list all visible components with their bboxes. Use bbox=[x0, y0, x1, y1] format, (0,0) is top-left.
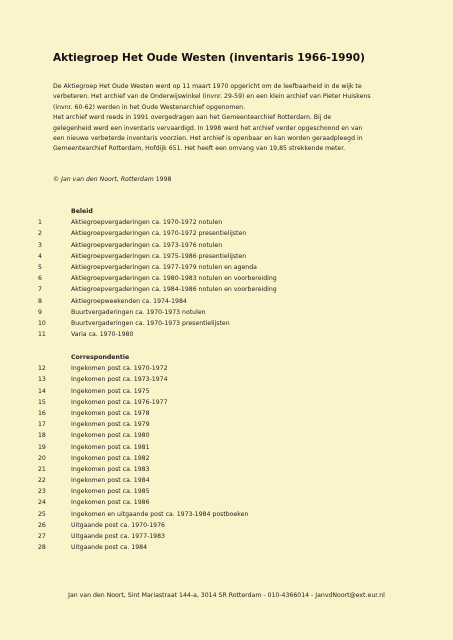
item-description: Ingekomen post ca. 1986 bbox=[71, 499, 150, 507]
item-number: 20 bbox=[38, 454, 46, 462]
copyright-credit bbox=[53, 176, 171, 183]
item-number: 4 bbox=[38, 252, 42, 260]
item-number: 9 bbox=[38, 308, 42, 316]
item-description: Ingekomen post ca. 1985 bbox=[71, 488, 150, 496]
section-correspondentie bbox=[38, 352, 418, 553]
inventory-item bbox=[38, 262, 418, 273]
inventory-item bbox=[38, 318, 418, 329]
item-number: 3 bbox=[38, 241, 42, 249]
item-number: 2 bbox=[38, 230, 42, 238]
item-description: Buurtvergaderingen ca. 1970-1973 presentielijsten bbox=[71, 319, 230, 327]
item-description: Ingekomen post ca. 1976-1977 bbox=[71, 398, 168, 406]
inventory-item bbox=[38, 240, 418, 251]
intro-line: verbeteren. Het archief van de Onderwijswinkel (invnr. 29-59) en een klein archief van Pieter Huiskens bbox=[53, 93, 371, 101]
item-number: 10 bbox=[38, 319, 46, 327]
item-description: Ingekomen post ca. 1983 bbox=[71, 465, 150, 473]
item-number: 18 bbox=[38, 432, 46, 440]
item-number: 15 bbox=[38, 398, 46, 406]
item-number: 12 bbox=[38, 365, 46, 373]
section-heading: Beleid bbox=[71, 208, 93, 215]
inventory-item bbox=[38, 228, 418, 239]
inventory-item bbox=[38, 497, 418, 508]
item-description: Ingekomen post ca. 1982 bbox=[71, 454, 150, 462]
inventory-item bbox=[38, 217, 418, 228]
inventory-item bbox=[38, 419, 418, 430]
item-description: Ingekomen en uitgaande post ca. 1973-1984 postboeken bbox=[71, 510, 249, 518]
inventory-item bbox=[38, 329, 418, 340]
inventory-item bbox=[38, 397, 418, 408]
inventory-item bbox=[38, 475, 418, 486]
item-description: Varia ca. 1970-1980 bbox=[71, 331, 134, 339]
inventory-item bbox=[38, 509, 418, 520]
item-description: Ingekomen post ca. 1980 bbox=[71, 432, 150, 440]
credit-year: 1998 bbox=[153, 176, 172, 183]
item-number: 26 bbox=[38, 521, 46, 529]
inventory-list bbox=[38, 217, 418, 340]
inventory-item bbox=[38, 386, 418, 397]
item-number: 22 bbox=[38, 477, 46, 485]
item-description: Aktiegroepvergaderingen ca. 1984-1986 notulen en voorbereiding bbox=[71, 286, 277, 294]
item-number: 21 bbox=[38, 465, 46, 473]
item-description: Aktiegroepweekenden ca. 1974-1984 bbox=[71, 297, 187, 305]
intro-line: een nieuwe verbeterde inventaris voorzien. Het archief is openbaar en kan worden geraadpleegd in bbox=[53, 135, 363, 143]
item-description: Ingekomen post ca. 1973-1974 bbox=[71, 376, 168, 384]
inventory-item bbox=[38, 442, 418, 453]
item-number: 25 bbox=[38, 510, 46, 518]
credit-author: Jan van den Noort, Rotterdam bbox=[61, 176, 154, 183]
inventory-item bbox=[38, 520, 418, 531]
item-number: 28 bbox=[38, 544, 46, 552]
item-description: Ingekomen post ca. 1975 bbox=[71, 387, 150, 395]
item-number: 7 bbox=[38, 286, 42, 294]
inventory-item bbox=[38, 486, 418, 497]
document-title: Aktiegroep Het Oude Westen (inventaris 1966-1990) bbox=[53, 52, 365, 64]
inventory-item bbox=[38, 430, 418, 441]
item-number: 24 bbox=[38, 499, 46, 507]
inventory-item bbox=[38, 363, 418, 374]
item-description: Uitgaande post ca. 1977-1983 bbox=[71, 533, 165, 540]
item-number: 16 bbox=[38, 409, 46, 417]
item-description: Ingekomen post ca. 1984 bbox=[71, 477, 150, 485]
inventory-item bbox=[38, 273, 418, 284]
item-number: 19 bbox=[38, 443, 46, 451]
inventory-list bbox=[38, 363, 418, 553]
inventory-item bbox=[38, 453, 418, 464]
page-footer: Jan van den Noort, Sint Mariastraat 144-a, 3014 SR Rotterdam - 010-4366014 - JanvdNoort@ext.eur.nl bbox=[68, 592, 385, 599]
intro-line: gelegenheid werd een inventaris vervaardigd. In 1998 werd het archief verder opgeschoond en van bbox=[53, 124, 363, 132]
item-number: 5 bbox=[38, 263, 42, 271]
item-number: 27 bbox=[38, 533, 46, 540]
item-number: 17 bbox=[38, 421, 46, 429]
item-number: 14 bbox=[38, 387, 46, 395]
item-number: 8 bbox=[38, 297, 42, 305]
item-number: 1 bbox=[38, 219, 42, 227]
intro-line: Gemeentearchief Rotterdam, Hofdijk 651. Het heeft een omvang van 19,85 strekkende meter. bbox=[53, 145, 346, 153]
inventory-item bbox=[38, 374, 418, 385]
item-number: 6 bbox=[38, 275, 42, 283]
item-description: Aktiegroepvergaderingen ca. 1975-1986 presentielijsten bbox=[71, 252, 247, 260]
item-description: Aktiegroepvergaderingen ca. 1977-1979 notulen en agenda bbox=[71, 263, 257, 271]
item-description: Aktiegroepvergaderingen ca. 1970-1972 notulen bbox=[71, 219, 223, 227]
inventory-item bbox=[38, 296, 418, 307]
item-number: 11 bbox=[38, 331, 46, 339]
item-description: Aktiegroepvergaderingen ca. 1980-1983 notulen en voorbereiding bbox=[71, 275, 277, 283]
inventory-item bbox=[38, 307, 418, 318]
section-heading: Correspondentie bbox=[71, 354, 130, 361]
item-description: Uitgaande post ca. 1970-1976 bbox=[71, 521, 165, 529]
item-description: Ingekomen post ca. 1981 bbox=[71, 443, 150, 451]
item-description: Ingekomen post ca. 1978 bbox=[71, 409, 150, 417]
intro-line: De Aktiegroep Het Oude Westen werd op 11 maart 1970 opgericht om de leefbaarheid in de wijk te bbox=[53, 83, 362, 90]
intro-line: Het archief werd reeds in 1991 overgedragen aan het Gemeentearchief Rotterdam. Bij de bbox=[53, 114, 332, 122]
copyright-symbol: © bbox=[53, 176, 62, 183]
item-description: Aktiegroepvergaderingen ca. 1973-1976 notulen bbox=[71, 241, 223, 249]
intro-line: (invnr. 60-62) werden in het Oude Westenarchief opgenomen. bbox=[53, 103, 246, 111]
item-number: 23 bbox=[38, 488, 46, 496]
item-description: Uitgaande post ca. 1984 bbox=[71, 544, 148, 552]
inventory-item bbox=[38, 542, 418, 553]
inventory-item bbox=[38, 464, 418, 475]
intro-paragraph bbox=[53, 82, 403, 155]
section-beleid bbox=[38, 206, 418, 340]
inventory-item bbox=[38, 251, 418, 262]
item-description: Aktiegroepvergaderingen ca. 1970-1972 presentielijsten bbox=[71, 230, 247, 238]
item-description: Ingekomen post ca. 1970-1972 bbox=[71, 365, 168, 373]
inventory-item bbox=[38, 408, 418, 419]
item-description: Ingekomen post ca. 1979 bbox=[71, 421, 150, 429]
item-number: 13 bbox=[38, 376, 46, 384]
inventory-item bbox=[38, 531, 418, 542]
item-description: Buurtvergaderingen ca. 1970-1973 notulen bbox=[71, 308, 206, 316]
inventory-item bbox=[38, 284, 418, 295]
